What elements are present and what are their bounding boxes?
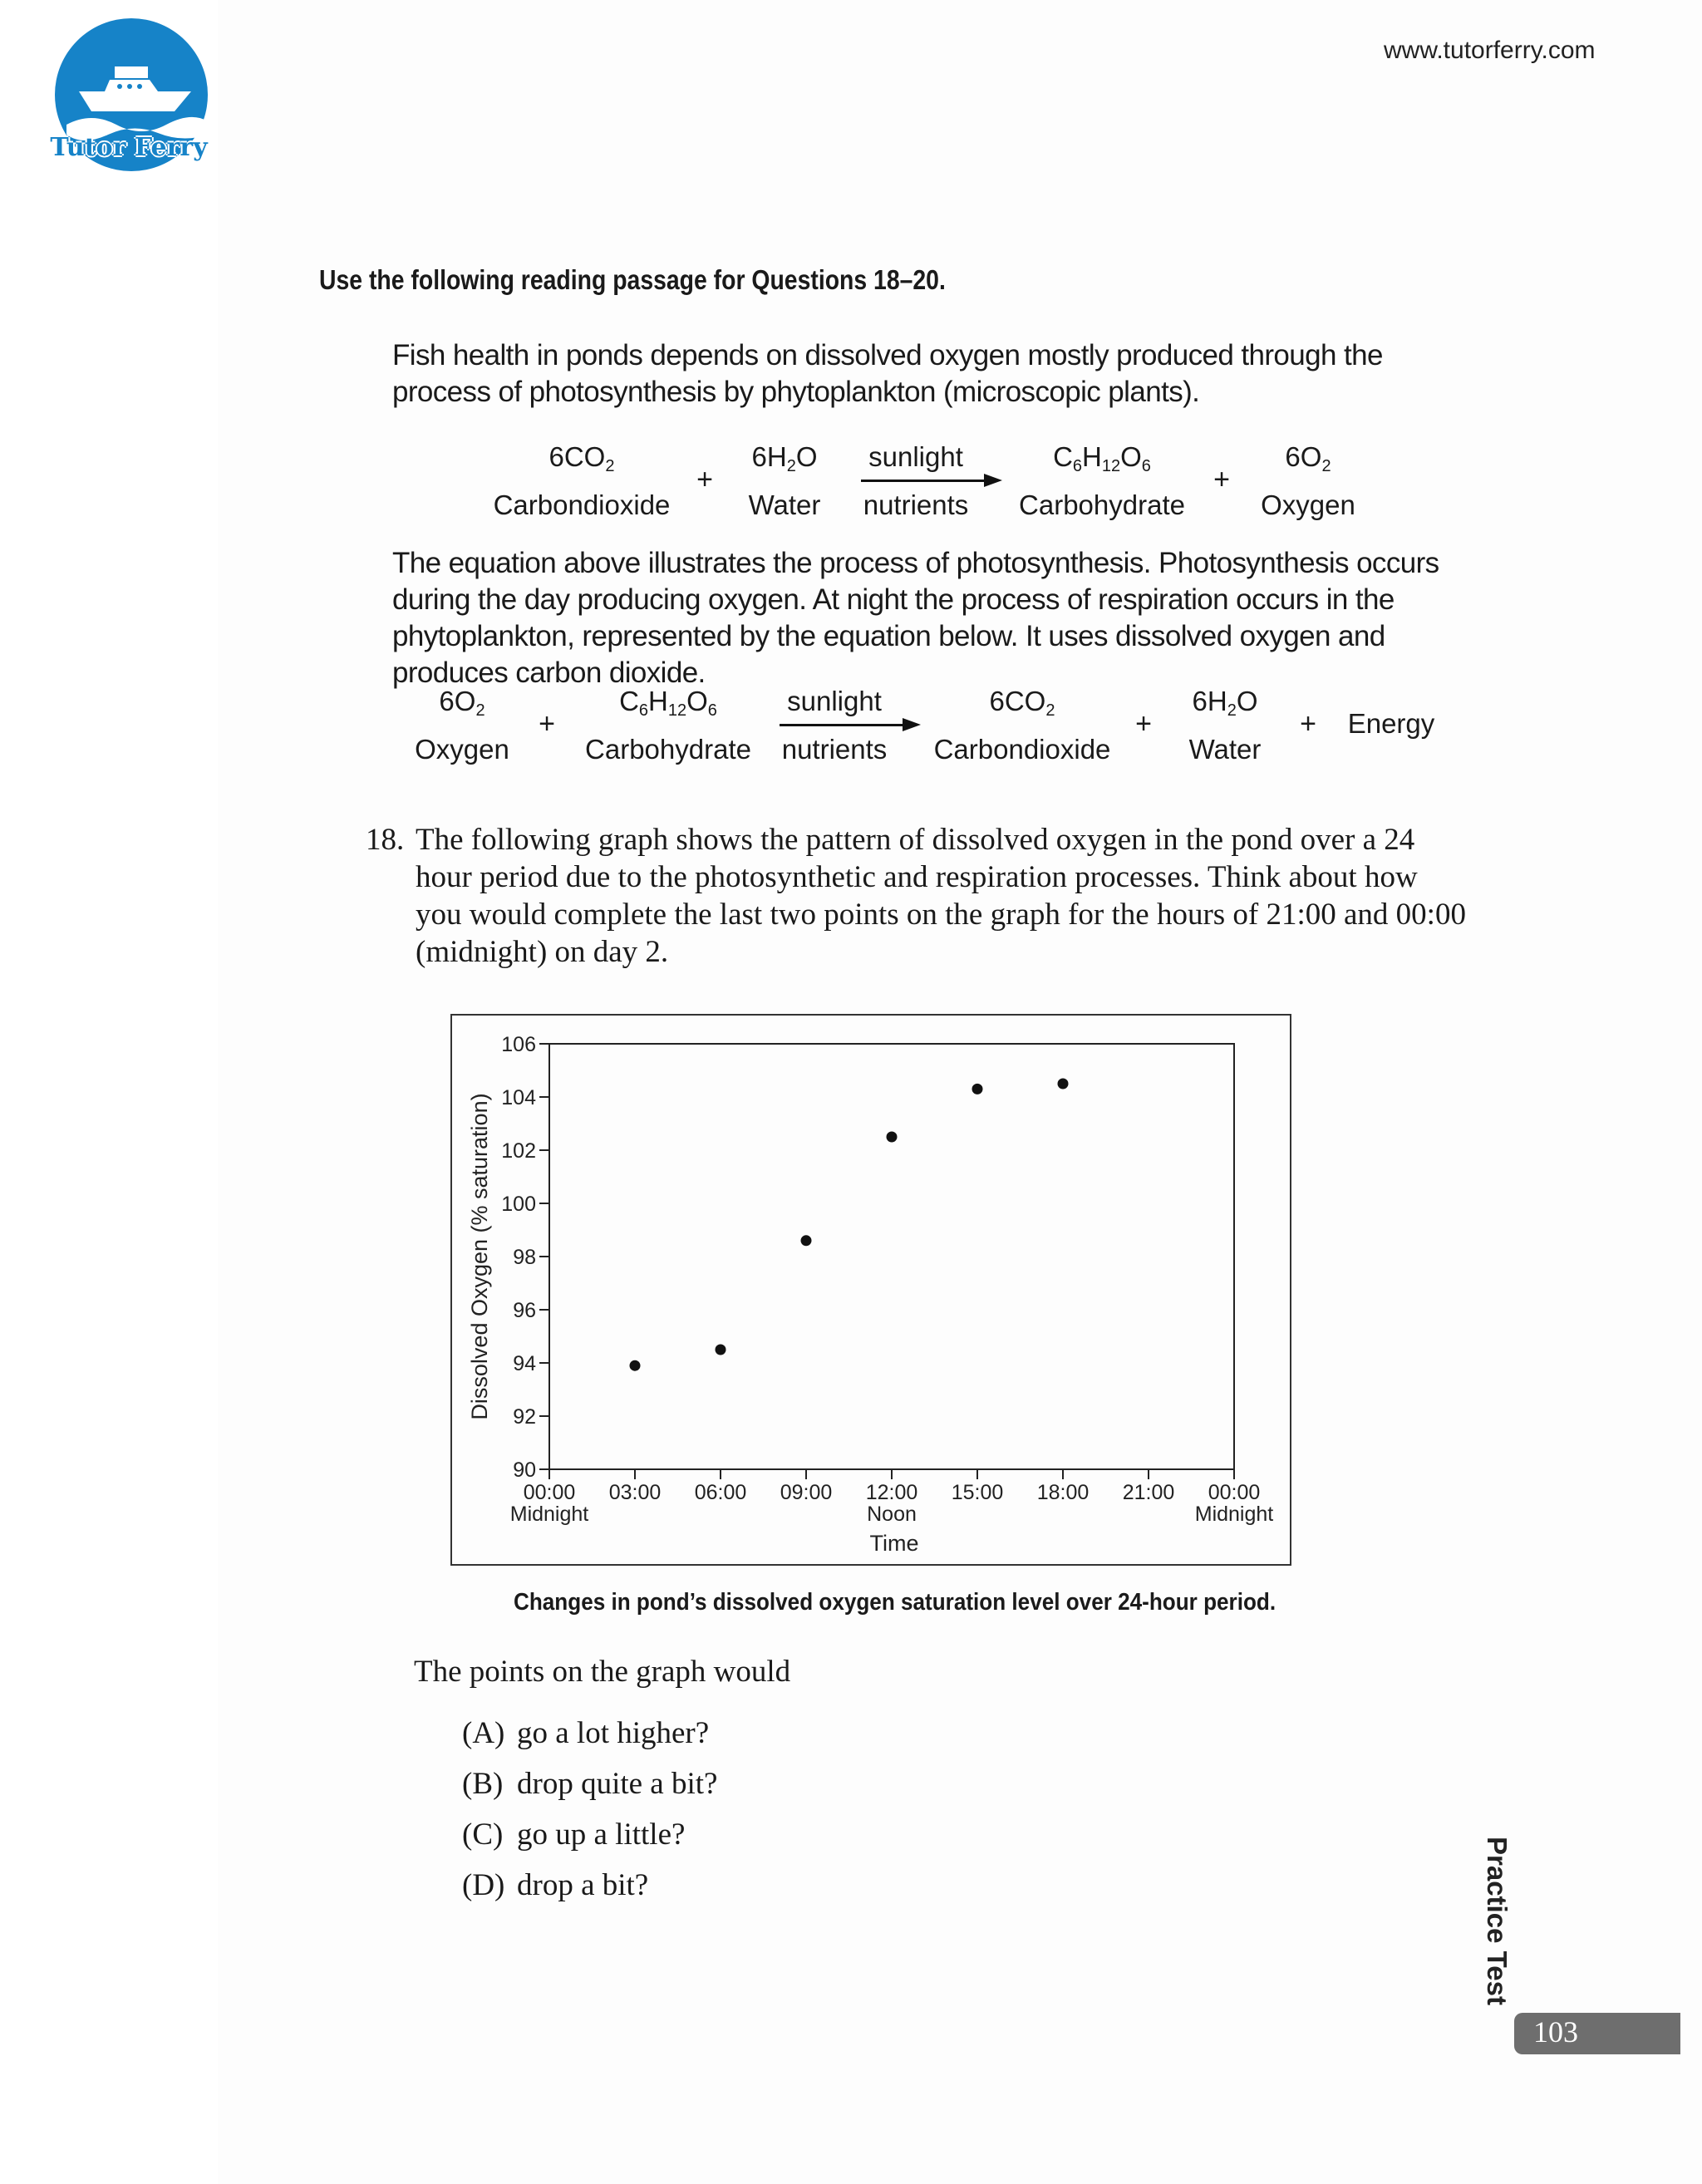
eq1-co2 bbox=[494, 440, 671, 522]
passage-paragraph-1: Fish health in ponds depends on dissolved oxygen mostly produced through the process of photosynthesis by phytoplankton (microscopic plants). bbox=[392, 339, 1383, 408]
formula: $6H_2O$ bbox=[1192, 686, 1258, 720]
eq1-water bbox=[749, 440, 821, 522]
y-tick-label: 98 bbox=[513, 1246, 536, 1269]
x-tick-label: 18:00 bbox=[1036, 1481, 1090, 1504]
page-number: 103 bbox=[1533, 2015, 1578, 2049]
plus-sign: + bbox=[1300, 708, 1316, 740]
formula: $C_6H_{12}O_6$ bbox=[1053, 441, 1151, 475]
eq1-carb-label: Carbohydrate bbox=[1019, 489, 1185, 520]
chart-caption: Changes in pond’s dissolved oxygen saturation level over 24-hour period. bbox=[514, 1589, 1276, 1616]
ship-cabin bbox=[115, 66, 148, 78]
formula: $C_6H_{12}O_6$ bbox=[619, 686, 717, 720]
y-tick-label: 96 bbox=[513, 1299, 536, 1322]
y-tick-label: 106 bbox=[501, 1033, 536, 1056]
data-point bbox=[630, 1360, 641, 1371]
question-18 bbox=[366, 821, 1471, 971]
option-letter: (B) bbox=[462, 1767, 504, 1801]
plus-sign: + bbox=[539, 708, 555, 740]
formula: $6O_2$ bbox=[1285, 441, 1331, 475]
eq1-water-label: Water bbox=[748, 489, 821, 520]
option-text: go a lot higher? bbox=[517, 1716, 710, 1750]
eq2-water-label: Water bbox=[1188, 734, 1262, 765]
formula: $6O_2$ bbox=[439, 686, 485, 720]
eq2-arrow-bottom: nutrients bbox=[781, 734, 888, 765]
eq2-arrow bbox=[780, 724, 908, 726]
option-text: drop quite a bit? bbox=[517, 1767, 718, 1801]
data-point bbox=[1058, 1079, 1069, 1090]
x-tick-label: 03:00 bbox=[608, 1481, 662, 1504]
option-a[interactable] bbox=[462, 1715, 709, 1751]
option-c[interactable] bbox=[462, 1817, 685, 1852]
formula: $6H_2O$ bbox=[751, 441, 818, 475]
dissolved-oxygen-chart bbox=[450, 1014, 1290, 1564]
question-stem: The points on the graph would bbox=[414, 1655, 791, 1689]
plus-sign: + bbox=[1213, 464, 1230, 495]
y-axis-label: Dissolved Oxygen (% saturation) bbox=[467, 1093, 492, 1420]
eq2-carbohydrate bbox=[585, 685, 751, 766]
formula: $6CO_2$ bbox=[989, 686, 1055, 720]
eq2-co2 bbox=[934, 685, 1111, 766]
eq2-water bbox=[1189, 685, 1262, 766]
eq1-arrow bbox=[861, 480, 989, 482]
option-letter: (C) bbox=[462, 1818, 504, 1852]
eq2-carb-label: Carbohydrate bbox=[585, 734, 751, 765]
option-text: drop a bit? bbox=[517, 1868, 649, 1902]
eq2-oxygen bbox=[415, 685, 509, 766]
y-tick-label: 104 bbox=[501, 1086, 536, 1109]
eq1-oxygen-label: Oxygen bbox=[1261, 489, 1355, 520]
x-tick-label: 06:00 bbox=[694, 1481, 747, 1504]
data-point bbox=[801, 1235, 812, 1246]
formula: $6CO_2$ bbox=[548, 441, 615, 475]
y-tick-label: 100 bbox=[501, 1193, 536, 1216]
x-tick-label: 12:00 bbox=[865, 1481, 918, 1504]
x-tick-label: 15:00 bbox=[951, 1481, 1004, 1504]
option-d[interactable] bbox=[462, 1867, 648, 1903]
passage-paragraph-2: The equation above illustrates the process of photosynthesis. Photosynthesis occurs during the day producing oxygen. At night the process of respiration occurs in the phytoplankton, represented by the equation below. It uses dissolved oxygen and produces carbon dioxide. bbox=[392, 547, 1439, 689]
eq2-co2-label: Carbondioxide bbox=[933, 734, 1111, 765]
data-point bbox=[972, 1084, 983, 1094]
x-tick-label: 00:00 bbox=[523, 1481, 576, 1504]
x-tick-label: 00:00 bbox=[1208, 1481, 1261, 1504]
option-text: go up a little? bbox=[517, 1818, 686, 1852]
arrow-head-icon bbox=[984, 474, 1002, 487]
site-url[interactable]: www.tutorferry.com bbox=[1384, 37, 1596, 64]
y-tick-label: 94 bbox=[513, 1352, 536, 1375]
data-point bbox=[887, 1132, 898, 1143]
y-tick-label: 90 bbox=[513, 1458, 536, 1482]
option-b[interactable] bbox=[462, 1766, 717, 1802]
arrow-head-icon bbox=[903, 718, 921, 731]
eq1-co2-label: Carbondioxide bbox=[493, 489, 671, 520]
x-tick-label: 09:00 bbox=[780, 1481, 833, 1504]
eq1-oxygen bbox=[1261, 440, 1355, 522]
option-letter: (D) bbox=[462, 1868, 505, 1902]
plot-area bbox=[549, 1044, 1234, 1469]
x-axis-label: Time bbox=[869, 1531, 919, 1556]
eq1-carbohydrate bbox=[1019, 440, 1185, 522]
eq2-energy: Energy bbox=[1347, 708, 1435, 739]
plus-sign: + bbox=[1135, 708, 1152, 740]
question-number: 18. bbox=[366, 823, 405, 857]
x-tick-sublabel: Midnight bbox=[1194, 1503, 1274, 1526]
x-tick-sublabel: Midnight bbox=[509, 1503, 589, 1526]
data-point bbox=[716, 1345, 726, 1355]
x-tick-sublabel: Noon bbox=[867, 1503, 917, 1526]
passage-intro: Use the following reading passage for Questions 18–20. bbox=[319, 264, 946, 295]
option-letter: (A) bbox=[462, 1716, 505, 1750]
question-text: The following graph shows the pattern of dissolved oxygen in the pond over a 24 hour period due to the photosynthetic and respiration processes. Think about how you would complete the last two points on the graph for the hours of 21:00 and 00:00 (midnight) on day 2. bbox=[416, 823, 1466, 969]
y-tick-label: 92 bbox=[513, 1405, 536, 1429]
side-label: Practice Test bbox=[1482, 1837, 1513, 2005]
logo-text: Tutor Ferry bbox=[50, 133, 208, 162]
eq1-arrow-top: sunlight bbox=[868, 441, 963, 472]
eq2-arrow-top: sunlight bbox=[787, 686, 882, 716]
plus-sign: + bbox=[696, 464, 713, 495]
eq2-oxygen-label: Oxygen bbox=[415, 734, 509, 765]
y-tick-label: 102 bbox=[501, 1139, 536, 1163]
x-tick-label: 21:00 bbox=[1122, 1481, 1175, 1504]
eq1-arrow-bottom: nutrients bbox=[863, 489, 969, 520]
